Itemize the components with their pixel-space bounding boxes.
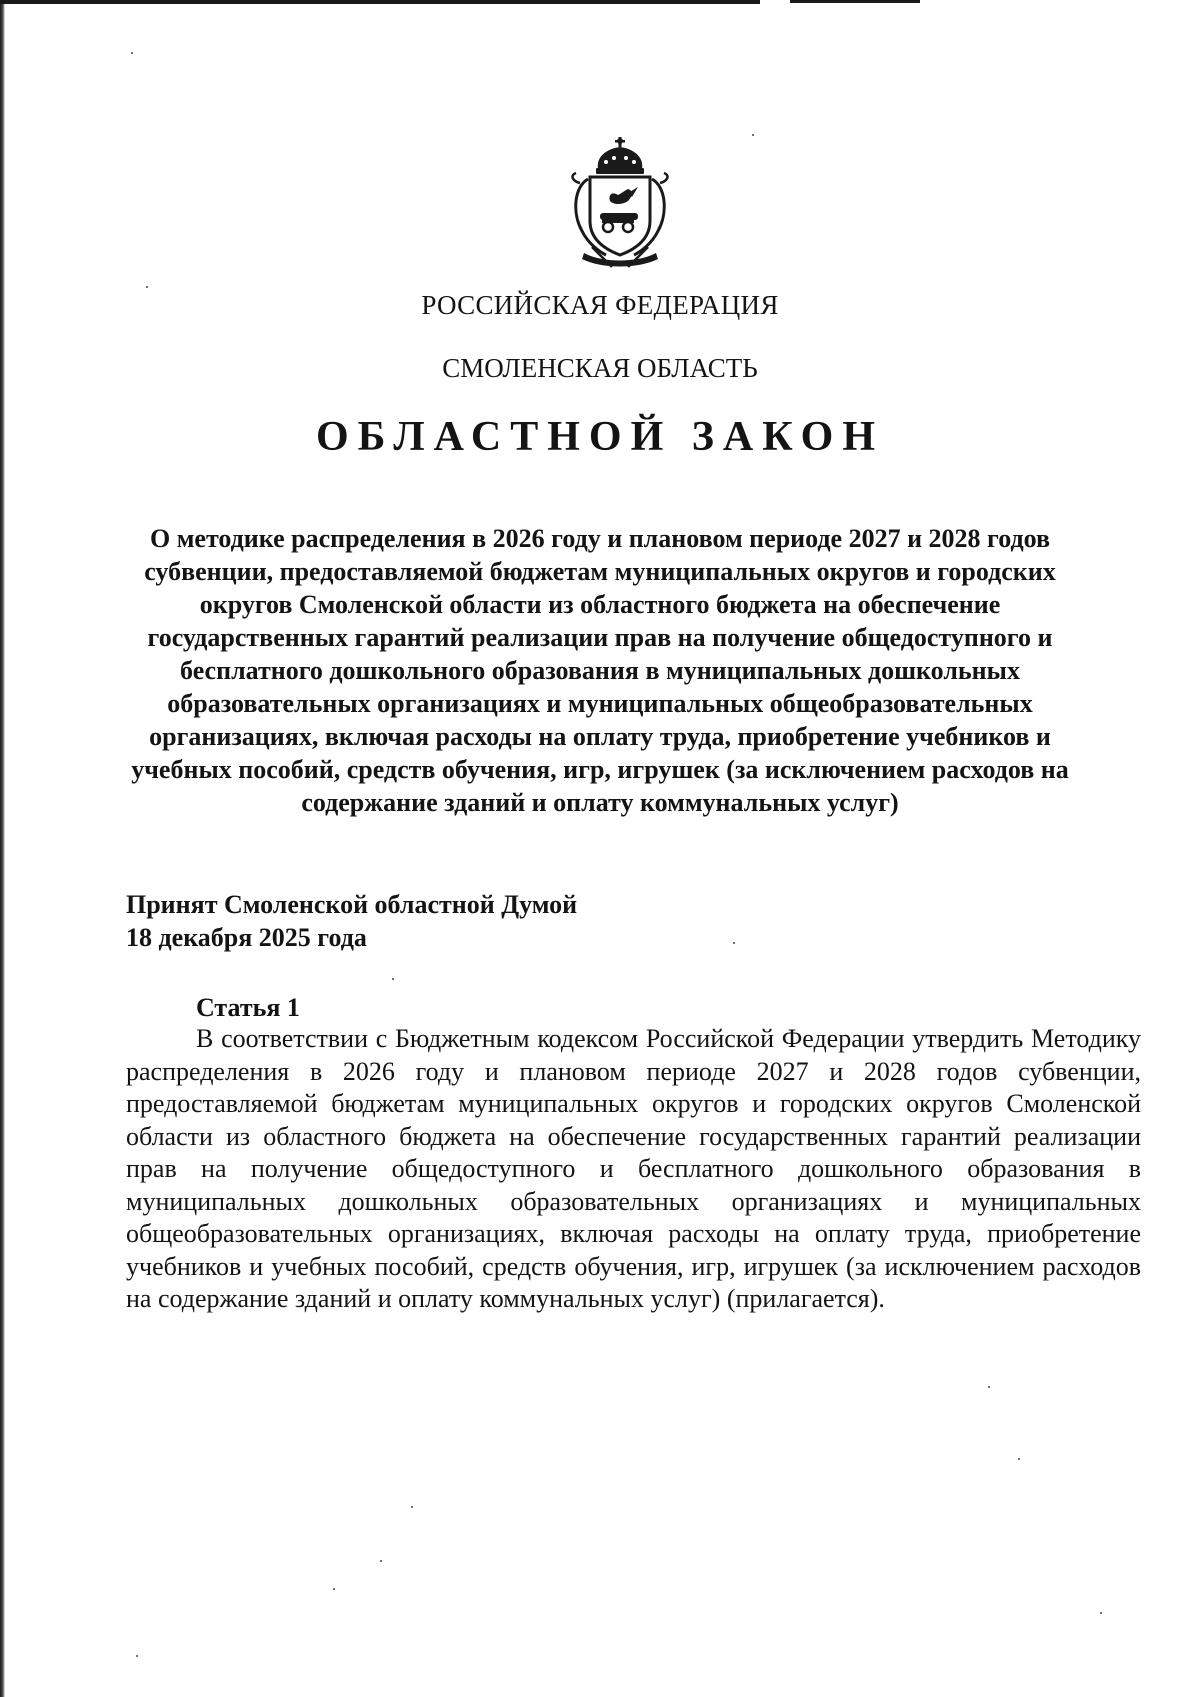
scan-speck: [752, 134, 754, 136]
scan-left-edge: [0, 0, 5, 1697]
scan-speck: [131, 52, 133, 54]
scan-speck: [146, 286, 148, 288]
scan-speck: [988, 1386, 990, 1388]
scan-speck: [380, 1560, 382, 1562]
scan-top-edge: [0, 0, 760, 4]
scan-speck: [392, 978, 394, 980]
scan-speck: [1018, 1458, 1020, 1460]
scan-top-edge-fragment: [790, 0, 920, 3]
scan-speck: [733, 942, 735, 944]
region-heading: СМОЛЕНСКАЯ ОБЛАСТЬ: [442, 353, 758, 383]
scan-speck: [1100, 1612, 1102, 1614]
adoption-date: 18 декабря 2025 года: [126, 923, 367, 952]
adoption-body: Принят Смоленской областной Думой: [126, 890, 578, 919]
country-heading: РОССИЙСКАЯ ФЕДЕРАЦИЯ: [421, 290, 779, 320]
smolensk-coat-of-arms-icon: [562, 135, 678, 273]
adoption-info: [126, 888, 577, 954]
scan-speck: [411, 1506, 413, 1508]
article-1-heading: Статья 1: [196, 993, 300, 1022]
scan-speck: [333, 1588, 335, 1590]
scan-speck: [136, 1655, 138, 1657]
law-title: О методике распределения в 2026 году и плановом периоде 2027 и 2028 годов субвенции, предоставляемой бюджетам муниципальных округов и городских округов Смоленской области из областного бюджета на обеспечение государственных гарантий реализации прав на получение общедоступного и бесплатного дошкольного образования в муниципальных дошкольных образовательных организациях и муниципальных общеобразовательных организациях, включая расходы на оплату труда, приобретение учебников и учебных пособий, средств обучения, игр, игрушек (за исключением расходов на содержание зданий и оплату коммунальных услуг): [131, 524, 1069, 817]
document-type-heading: ОБЛАСТНОЙ ЗАКОН: [315, 414, 885, 460]
article-1-text: В соответствии с Бюджетным кодексом Российской Федерации утвердить Методику распределения в 2026 году и плановом периоде 2027 и 2028 годов субвенции, предоставляемой бюджетам муниципальных округов и городских округов Смоленской области из областного бюджета на обеспечение государственных гарантий реализации прав на получение общедоступного и бесплатного дошкольного образования в муниципальных дошкольных образовательных организациях и муниципальных общеобразовательных организациях, включая расходы на оплату труда, приобретение учебников и учебных пособий, средств обучения, игр, игрушек (за исключением расходов на содержание зданий и оплату коммунальных услуг) (прилагается).: [126, 1024, 1141, 1313]
